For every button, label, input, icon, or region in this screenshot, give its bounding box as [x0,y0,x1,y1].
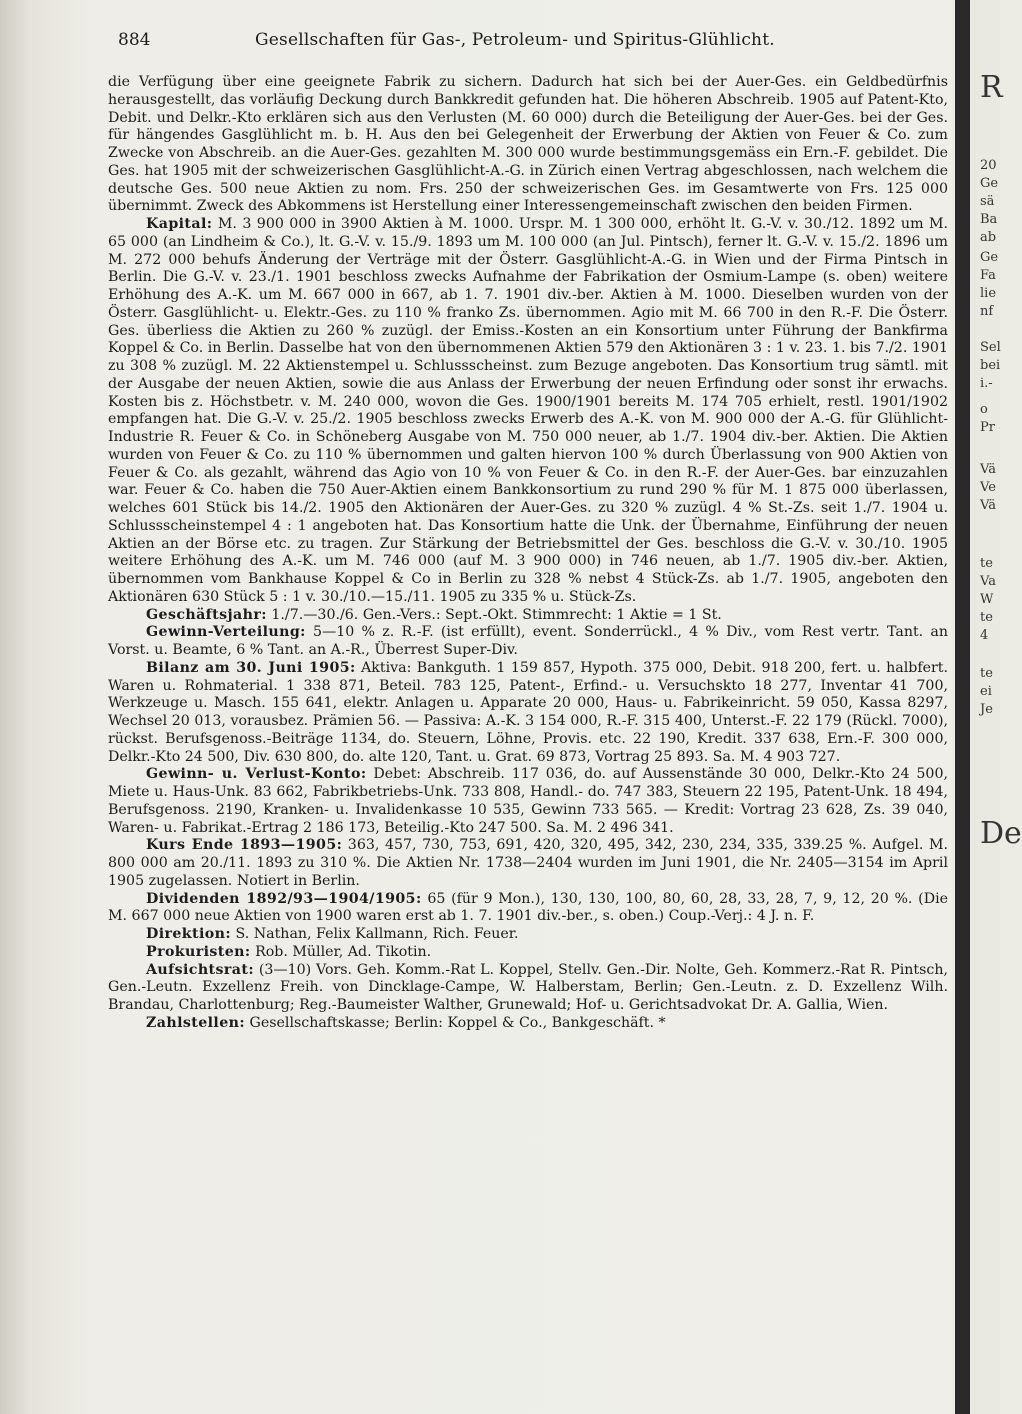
next-page-fragment: Fa [980,268,996,283]
paragraph-text: 65 (für 9 Mon.), 130, 130, 100, 80, 60, 28, 33, 28, 7, 9, 12, 20 %. (Die M. 667 000 neue Aktien von 1900 waren erst ab 1. 7. 1901 div.-ber., s. oben.) Coup.-Verj.: 4 J. n. F. [108,890,948,925]
book-gutter [955,0,970,1414]
next-page-fragment: Pr [980,420,995,435]
page-number: 884 [118,30,151,50]
next-page-fragment: Vä [980,498,996,513]
paragraph-label: Geschäftsjahr: [146,606,267,623]
next-page-fragment: nf [980,304,994,319]
paragraph-bilanz [108,660,948,767]
paragraph-text: Debet: Abschreib. 117 036, do. auf Aussenstände 30 000, Delkr.-Kto 24 500, Miete u. Haus-Unk. 83 662, Fabrikbetriebs-Unk. 733 808, Handl.- do. 747 383, Steuern 22 195, Patent-Unk. 18 494, Berufsgenoss. 2190, Kranken- u. Invalidenkasse 10 535, Gewinn 733 565. — Kredit: Vortrag 23 628, Zs. 39 040, Waren- u. Fabrikat.-Ertrag 2 186 173, Beteilig.-Kto 247 500. Sa. M. 2 496 341. [108,766,948,836]
next-page-fragment: bei [980,358,1001,373]
running-title: Gesellschaften für Gas-, Petroleum- und Spiritus-Glühlicht. [255,30,775,50]
next-page-fragment: Ge [980,176,999,191]
paragraph-label: Gewinn-Verteilung: [146,624,306,641]
body-text [108,74,948,1033]
paragraph-intro [108,74,948,216]
paragraph-text: Aktiva: Bankguth. 1 159 857, Hypoth. 375 000, Debit. 918 200, fert. u. halbfert. Waren u. Rohmaterial. 1 338 871, Beteil. 783 125, Patent-, Erfind.- u. Versuchskto 18 277, Inventar 41 700, Werkzeuge u. Masch. 155 641, elektr. Anlagen u. Apparate 20 000, Haus- u. Fabrikeinricht. 59 050, Kassa 8297, Wechsel 20 013, vorausbez. Prämien 56. — Passiva: A.-K. 3 154 000, R.-F. 315 400, Unterst.-F. 22 179 (Rückl. 7000), rückst. Berufsgenoss.-Beiträge 1134, do. Steuern, Löhne, Provis. etc. 22 190, Kredit. 337 638, Ern.-F. 300 000, Delkr.-Kto 24 500, Div. 630 800, do. alte 120, Tant. u. Grat. 69 873, Vortrag 25 893. Sa. M. 4 903 727. [108,659,948,765]
paragraph-text: 5—10 % z. R.-F. (ist erfüllt), event. Sonderrückl., 4 % Div., vom Rest vertr. Tant. an Vorst. u. Beamte, 6 % Tant. an A.-R., Überrest Super-Div. [108,624,949,658]
next-page-edge [970,0,1022,1414]
paragraph-text: M. 3 900 000 in 3900 Aktien à M. 1000. Urspr. M. 1 300 000, erhöht lt. G.-V. v. 30./12. 1892 um M. 65 000 (an Lindheim & Co.), lt. G.-V. v. 15./9. 1893 um M. 100 000 (an Jul. Pintsch), ferner lt. G.-V. v. 15./2. 1896 um M. 272 000 behufs Änderung der Verträge mit der Österr. Gasglühlicht-A.-G. in Wien und der Firma Pintsch in Berlin. Die G.-V. v. 23./1. 1901 beschloss zwecks Aufnahme der Fabrikation der Osmium-Lampe (s. oben) weitere Erhöhung des A.-K. um M. 667 000 in 667, ab 1. 7. 1901 div.-ber. Aktien à M. 1000. Dieselben wurden von der Österr. Gasglühlicht- u. Elektr.-Ges. zu 110 % franko Zs. übernommen. Agio mit M. 66 700 in den R.-F. Die Österr. Ges. überliess die Aktien zu 260 % zuzügl. der Emiss.-Kosten an ein Konsortium unter Führung der Bankfirma Koppel & Co. in Berlin. Dasselbe hat von den übernommenen Aktien 579 den Aktionären 3 : 1 v. 23. 1. bis 7./2. 1901 zu 308 % zuzügl. M. 22 Aktienstempel u. Schlussscheinst. zum Bezuge angeboten. Das Konsortium trug sämtl. mit der Ausgabe der neuen Aktien, sowie die aus Anlass der Erwerbung der neuen Erfindung oder sonst ihr erwachs. Kosten bis z. Höchstbetr. v. M. 240 000, wovon die Ges. 1900/1901 bereits M. 174 705 erhielt, restl. 1901/1902 empfangen hat. Die G.-V. v. 25./2. 1905 beschloss zwecks Erwerb des A.-K. von M. 900 000 der A.-G. für Glühlicht-Industrie R. Feuer & Co. in Schöneberg Ausgabe von M. 750 000 neuer, ab 1./7. 1904 div.-ber. Aktien. Die Aktien wurden von Feuer & Co. zu 110 % übernommen und galten hiervon 100 % durch Überlassung von 900 Aktien von Feuer & Co. als gezahlt, während das Agio von 10 % von Feuer & Co. in den R.-F. der Auer-Ges. bar einzuzahlen war. Feuer & Co. haben die 750 Auer-Aktien einem Bankkonsortium zu rund 290 % für M. 1 875 000 überlassen, welches 601 Stück bis 14./2. 1905 den Aktionären der Auer-Ges. zu 320 % zuzügl. 4 % St.-Zs. seit 1./7. 1904 u. Schlussscheinstempel 4 : 1 angeboten hat. Das Konsortium hatte die Unk. der Übernahme, Einführung der neuen Aktien an der Börse etc. zu tragen. Zur Stärkung der Betriebsmittel der Ges. beschloss die G.-V. v. 30./10. 1905 weitere Erhöhung des A.-K. um M. 746 000 (auf M. 3 900 000) in 746 neuen, ab 1./7. 1905 div.-ber. Aktien, übernommen vom Bankhause Koppel & Co in Berlin zu 328 % nebst 4 Stück-Zs. ab 1./7. 1905, angeboten den Aktionären 630 Stück 5 : 1 v. 30./10.—15./11. 1905 zu 335 % u. Stück-Zs. [108,216,948,605]
paragraph-label: Bilanz am 30. Juni 1905: [146,659,356,676]
paragraph-dividenden [108,891,948,927]
next-page-fragment: sä [980,194,995,209]
paragraph-text: S. Nathan, Felix Kallmann, Rich. Feuer. [235,926,519,942]
paragraph-gewinn-verteilung [108,624,948,660]
next-page-fragment: 4 [980,628,989,643]
paragraph-prokuristen [108,944,948,962]
next-page-fragment: Ge [980,250,999,265]
page-header [118,30,948,56]
next-page-fragment: te [980,610,993,625]
paragraph-label: Kapital: [146,216,213,232]
next-page-fragment: lie [980,286,997,301]
paragraph-label: Direktion: [146,926,231,942]
next-page-fragment: Je [980,702,993,717]
paragraph-text: Gesellschaftskasse; Berlin: Koppel & Co., Bankgeschäft. * [249,1014,666,1031]
next-page-fragment: ab [980,230,997,245]
next-page-fragment: Va [980,574,996,589]
next-page-fragment: Ba [980,212,998,227]
next-page-fragment: Sel [980,340,1001,355]
next-page-fragment: W [980,592,994,607]
next-page-fragment: i.- [980,376,993,391]
paragraph-label: Dividenden 1892/93—1904/1905: [146,890,422,907]
paragraph-direktion [108,926,948,944]
next-page-fragment: o [980,402,988,417]
paragraph-text: die Verfügung über eine geeignete Fabrik zu sichern. Dadurch hat sich bei der Auer-Ges. ein Geldbedürfnis herausgestellt, das vorläufig Deckung durch Bankkredit gefunden hat. Die höheren Abschreib. 1905 auf Patent-Kto, Debit. und Delkr.-Kto erklären sich aus den Verlusten (M. 60 000) durch die Beteiligung der Auer-Ges. bei der Ges. für hängendes Gasglühlicht m. b. H. Aus den bei Gelegenheit der Erwerbung der Aktien von Feuer & Co. zum Zwecke von Abschreib. an die Auer-Ges. gezahlten M. 300 000 wurde bestimmungsgemäss ein Ern.-F. gebildet. Die Ges. hat 1905 mit der schweizerischen Gasglühlicht-A.-G. in Zürich einen Vertrag abgeschlossen, nach welchem die deutsche Ges. 500 neue Aktien zu nom. Frs. 250 der schweizerischen Ges. im Gesamtwerte von Frs. 125 000 übernimmt. Zweck des Abkommens ist Herstellung einer Interessengemeinschaft zwischen den beiden Firmen. [108,74,948,215]
paragraph-gewinn-verlust [108,766,948,837]
paragraph-label: Prokuristen: [146,943,251,960]
next-page-fragment: ei [980,684,992,699]
paragraph-geschaeftsjahr [108,607,948,625]
paragraph-text: (3—10) Vors. Geh. Komm.-Rat L. Koppel, Stellv. Gen.-Dir. Nolte, Geh. Kommerz.-Rat R. Pintsch, Gen.-Leutn. Exzellenz Freih. von Dincklage-Campe, W. Halberstam, Berlin; Gen.-Leutn. z. D. Exzellenz Wilh. Brandau, Charlottenburg; Reg.-Baumeister Walther, Grunewald; Hof- u. Gerichtsadvokat Dr. A. Gallia, Wien. [108,961,949,1013]
paragraph-label: Kurs Ende 1893—1905: [146,837,343,854]
paragraph-label: Gewinn- u. Verlust-Konto: [146,766,367,783]
paragraph-aufsichtsrat [108,962,948,1015]
paragraph-text: 363, 457, 730, 753, 691, 420, 320, 495, 342, 230, 234, 335, 339.25 %. Aufgel. M. 800 000 am 20./11. 1893 zu 310 %. Die Aktien Nr. 1738—2404 wurden im Juni 1901, die Nr. 2405—3154 im April 1905 zugelassen. Notiert in Berlin. [108,837,948,889]
next-page-fragment: 20 [980,158,997,173]
paragraph-label: Zahlstellen: [146,1014,245,1031]
next-page-fragment: Ve [980,480,996,495]
next-page-fragment: te [980,666,993,681]
next-page-fragment: te [980,556,993,571]
next-page-fragment: Vä [980,462,996,477]
paragraph-zahlstellen [108,1015,948,1033]
next-page-fragment: De [980,816,1022,851]
paragraph-kapital [108,216,948,607]
next-page-fragment: R [980,70,1003,105]
paragraph-text: 1./7.—30./6. Gen.-Vers.: Sept.-Okt. Stimmrecht: 1 Aktie = 1 St. [271,606,722,623]
paragraph-text: Rob. Müller, Ad. Tikotin. [255,943,432,960]
paragraph-label: Aufsichtsrat: [146,961,254,978]
paragraph-kurs [108,837,948,890]
